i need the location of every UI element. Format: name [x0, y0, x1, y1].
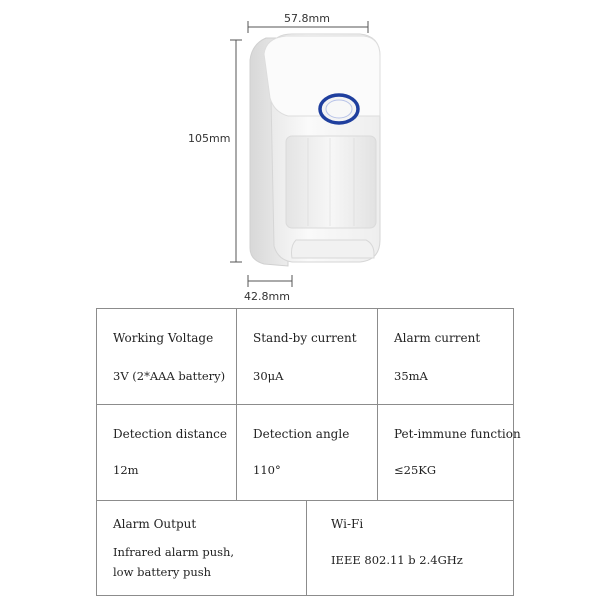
spec-table: [96, 308, 521, 596]
spec-value: 12m: [113, 463, 139, 477]
width-dimension: 57.8mm: [284, 12, 330, 25]
spec-row: [97, 501, 513, 595]
spec-value: 30μA: [253, 369, 284, 383]
spec-cell-alarm-current: [378, 309, 513, 404]
spec-value: ≤25KG: [394, 463, 437, 477]
spec-cell-alarm-output: [97, 501, 307, 595]
spec-row: [97, 309, 513, 405]
depth-dimension: 42.8mm: [244, 290, 290, 303]
spec-label: Pet-immune function: [394, 427, 521, 441]
motion-sensor-image: [230, 8, 390, 278]
spec-cell-pet-immune: [378, 405, 521, 500]
spec-value: 3V (2*AAA battery): [113, 369, 226, 383]
spec-cell-detection-angle: [237, 405, 378, 500]
spec-value: 35mA: [394, 369, 428, 383]
spec-cell-wifi: [307, 501, 513, 595]
spec-label: Wi-Fi: [331, 517, 364, 531]
spec-label: Detection distance: [113, 427, 227, 441]
spec-label: Stand-by current: [253, 331, 357, 345]
spec-cell-detection-distance: [97, 405, 237, 500]
spec-value: IEEE 802.11 b 2.4GHz: [331, 553, 463, 567]
spec-value: 110°: [253, 463, 281, 477]
spec-cell-standby-current: [237, 309, 378, 404]
spec-value-line2: low battery push: [113, 565, 212, 579]
height-dimension: 105mm: [188, 132, 231, 145]
spec-row: [97, 405, 521, 501]
spec-cell-working-voltage: [97, 309, 237, 404]
spec-label: Alarm Output: [113, 517, 197, 531]
spec-label: Alarm current: [394, 331, 481, 345]
spec-label: Detection angle: [253, 427, 350, 441]
spec-value-line1: Infrared alarm push,: [113, 545, 235, 559]
spec-label: Working Voltage: [113, 331, 214, 345]
